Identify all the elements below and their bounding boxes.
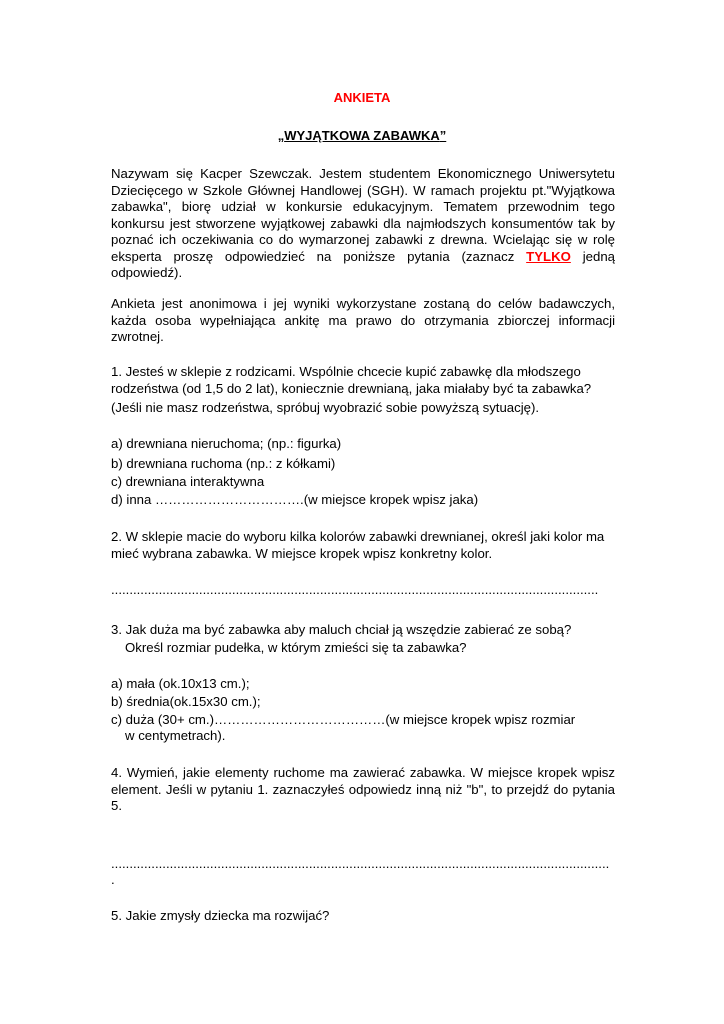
question-3-option-a: a) mała (ok.10x13 cm.); xyxy=(111,676,250,691)
anonymity-paragraph: Ankieta jest anonimowa i jej wyniki wykorzystane zostaną do celów badawczych, każda osoba wypełniająca ankitę ma prawo do otrzymania zbiorczej informacji zwrotnej. xyxy=(111,296,615,344)
question-1-option-d: d) inna …………………………….(w miejsce kropek wpisz jaka) xyxy=(111,492,479,507)
question-3-line-1: 3. Jak duża ma być zabawka aby maluch chciał ją wszędzie zabierać ze sobą? xyxy=(111,622,572,637)
question-1-option-b: b) drewniana ruchoma (np.: z kółkami) xyxy=(111,456,336,471)
question-2-answer-line: ..................................................................................................................................... xyxy=(111,582,599,597)
intro-paragraph xyxy=(111,166,615,282)
question-4-answer-line-end: . xyxy=(111,872,115,887)
question-5: 5. Jakie zmysły dziecka ma rozwijać? xyxy=(111,908,330,923)
question-2: 2. W sklepie macie do wyboru kilka kolorów zabawki drewnianej, określ jaki kolor ma mieć wybrana zabawka. W miejsce kropek wpisz konkretny kolor. xyxy=(111,529,605,561)
intro-text: Nazywam się Kacper Szewczak. Jestem studentem Ekonomicznego Uniwersytetu Dziecięcego w Szkole Głównej Handlowej (SGH). W ramach projektu pt."Wyjątkowa zabawka", biorę udział w konkursie edukacyjnym. Tematem przewodnim tego konkursu jest stworzene wyjątkowej zabawki dla najmłodszych konsumentów tak by poznać ich oczekiwania co do wymarzonej zabawki z drewna. Wcielając się w rolę eksperta proszę odpowiedzieć na poniższe pytania (zaznacz xyxy=(111,166,615,264)
question-1-option-a: a) drewniana nieruchoma; (np.: figurka) xyxy=(111,436,342,451)
question-3-option-b: b) średnia(ok.15x30 cm.); xyxy=(111,694,261,709)
document-title: ANKIETA xyxy=(333,90,391,105)
question-3-option-c-continued: w centymetrach). xyxy=(125,728,226,743)
intro-text-end: jedną odpowiedź). xyxy=(111,248,615,280)
subtitle-open-quote: „ xyxy=(277,128,285,143)
subtitle-close-quote: ” xyxy=(439,128,447,143)
question-1-option-c: c) drewniana interaktywna xyxy=(111,474,265,489)
question-3-option-c: c) duża (30+ cm.)…………………………………(w miejsce kropek wpisz rozmiar xyxy=(111,712,576,727)
question-4: 4. Wymień, jakie elementy ruchome ma zawierać zabawka. W miejsce kropek wpisz element. Jeśli w pytaniu 1. zaznaczyłeś odpowiedz inną niż "b", to przejdź do pytania 5. xyxy=(111,765,615,813)
document-subtitle xyxy=(0,128,724,143)
question-1-note: (Jeśli nie masz rodzeństwa, spróbuj wyobrazić sobie powyższą sytuację). xyxy=(111,400,540,415)
question-4-answer-line: ........................................................................................................................................ xyxy=(111,856,610,871)
subtitle-text: WYJĄTKOWA ZABAWKA xyxy=(284,128,440,143)
question-1: 1. Jesteś w sklepie z rodzicami. Wspólnie chcecie kupić zabawkę dla młodszego rodzeństwa (od 1,5 do 2 lat), koniecznie drewnianą, jaka miałaby być ta zabawka? xyxy=(111,364,592,396)
intro-highlight: TYLKO xyxy=(526,248,571,264)
question-3-line-2: Określ rozmiar pudełka, w którym zmieści się ta zabawka? xyxy=(125,640,467,655)
